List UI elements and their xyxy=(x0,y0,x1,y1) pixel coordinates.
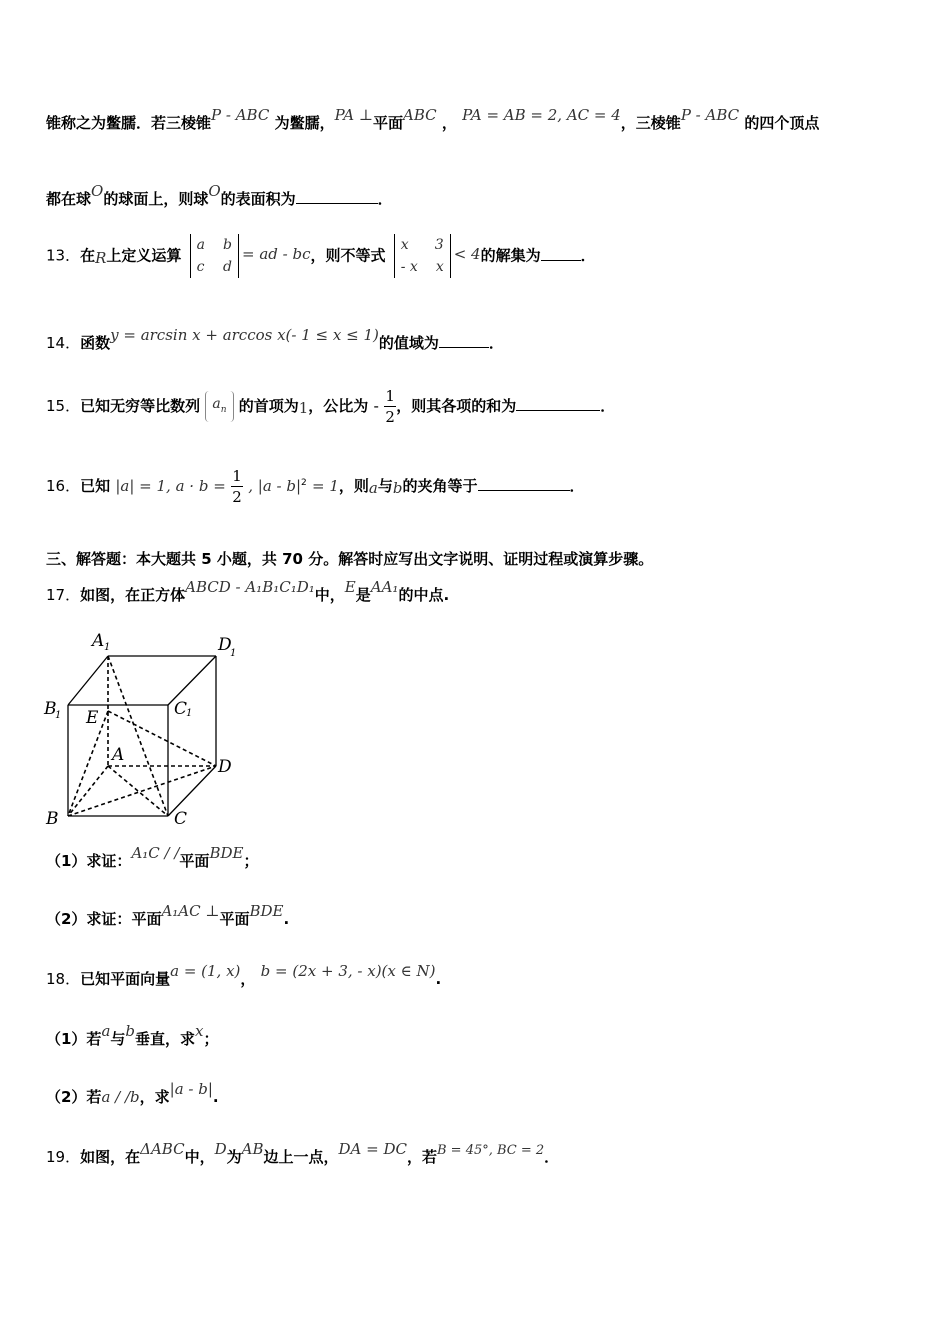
label-B: B xyxy=(46,809,59,829)
question-13: 13．在R上定义运算 a b c d = ad - bc，则不等式 x 3 - x x < 4的解集为 ． xyxy=(46,234,596,278)
q17-part2: （2）求证：平面A₁AC ⊥平面BDE. xyxy=(46,902,290,928)
question-15: 15．已知无穷等比数列 $a_n$ 的首项为1，公比为 - $\frac{1}{2}$ ，则其各项的和为 ． xyxy=(46,387,616,426)
q18-part1: （1）若a与b垂直，求x； xyxy=(46,1022,219,1048)
label-A: A xyxy=(112,745,125,765)
svg-text:1: 1 xyxy=(186,708,193,719)
question-19: 19．如图，在ΔABC中，D为AB边上一点，DA = DC，若B = 45°, BC = 2． xyxy=(46,1140,560,1166)
fraction-one-half: $\frac{1}{2}$ xyxy=(385,387,395,426)
svg-text:1: 1 xyxy=(230,648,237,659)
label-D1: D xyxy=(218,635,232,655)
question-16: 16．已知 |a| = 1, a · b = $\frac{1}{2}$ , $|a - b|^2 = 1$，则a与b的夹角等于 ． xyxy=(46,467,585,506)
answer-blank xyxy=(478,476,570,491)
q12-line1: 锥称之为鳖臑．若三棱锥P - ABC 为鳖臑，PA ⊥平面ABC ， PA = AB = 2, AC = 4，三棱锥P - ABC 的四个顶点 xyxy=(46,106,820,132)
answer-blank xyxy=(516,396,600,411)
q12-line2: 都在球O的球面上，则球O的表面积为 ． xyxy=(46,182,393,208)
svg-text:1: 1 xyxy=(104,642,111,653)
question-17: 17．如图，在正方体ABCD - A₁B₁C₁D₁中，E是AA₁的中点. xyxy=(46,578,450,604)
section-heading: 三、解答题：本大题共 5 小题，共 70 分。解答时应写出文字说明、证明过程或演算步骤。 xyxy=(46,550,654,568)
label-C: C xyxy=(174,809,188,829)
label-C1: C xyxy=(174,699,188,719)
svg-text:1: 1 xyxy=(55,710,62,721)
question-18: 18．已知平面向量a = (1, x)， b = (2x + 3, - x)(x ∈ N). xyxy=(46,962,442,988)
label-D: D xyxy=(218,757,232,777)
question-14: 14．函数y = arcsin x + arccos x(- 1 ≤ x ≤ 1)的值域为 ． xyxy=(46,326,504,352)
label-E: E xyxy=(86,708,99,728)
q18-part2: （2）若a / /b，求|a - b|. xyxy=(46,1080,219,1106)
answer-blank xyxy=(541,246,581,261)
determinant-inequality: x 3 - x x xyxy=(394,234,451,278)
answer-blank xyxy=(296,189,378,204)
fraction-one-half: $\frac{1}{2}$ xyxy=(232,467,242,506)
determinant-definition: a b c d xyxy=(190,234,239,278)
label-A1: A xyxy=(92,631,105,651)
sequence-braces: $a_n$ xyxy=(205,391,233,423)
cube-figure xyxy=(40,626,240,831)
q17-part1: （1）求证：A₁C / /平面BDE； xyxy=(46,844,259,870)
label-B1: B xyxy=(44,699,57,719)
answer-blank xyxy=(439,333,489,348)
q12-math-pabc: P - ABC xyxy=(211,106,270,124)
